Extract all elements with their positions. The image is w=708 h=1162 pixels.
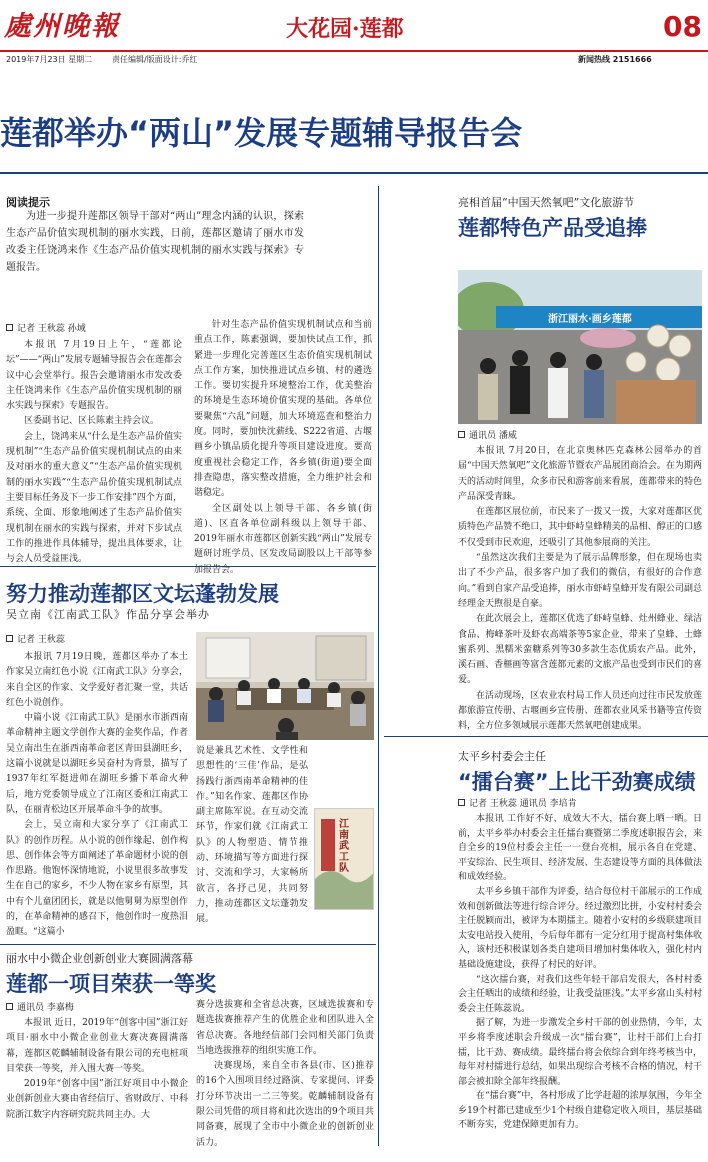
chuangye-article-col1: [6, 1016, 188, 1123]
paragraph: 中篇小说《江南武工队》是丽水市浙西南革命精神主题文学创作大赛的金奖作品，作者吴立南出生在浙西南革命老区青田县湖旺乡，这篇小说就是以湖旺乡吴奋村为背景，描写了1937年红军挺进师在湖旺乡播下革命火种后，地方党委领导成立了江南区委和江南武工队，在丽青松边区开展革命斗争的故事。: [6, 713, 188, 815]
issue-date: 2019年7月23日 星期二: [6, 55, 93, 64]
meeting-photo: [196, 632, 374, 740]
leitai-article: [458, 812, 702, 1133]
chuangye-kicker: 丽水中小微企业创新创业大赛圆满落幕: [6, 952, 193, 965]
paragraph: 说是兼具艺术性、文学性和思想性的‘三佳’作品，是弘扬践行浙西南革命精神的佳作。”知名作家、莲都区作协副主席陈军说。在互动交流环节，作家们就《江南武工队》的人物塑造、情节推动、环境描写等方面进行探讨、交流和学习，大家畅所欲言，各抒己见，共同努力，推动莲都区文坛蓬勃发展。: [196, 746, 308, 925]
wenyi-subtitle: 吴立南《江南武工队》作品分享会举办: [6, 608, 210, 621]
tese-article: [458, 444, 702, 735]
paragraph: 本报讯 7月19日晚，莲都区举办了本土作家吴立南红色小说《江南武工队》分享会，来自全区的作家、文学爱好者汇聚一堂，共话红色小说创作。: [6, 652, 188, 708]
paragraph: 本报讯 工作好不好、成效大不大，擂台赛上晒一晒。日前，太平乡举办村委会主任擂台赛暨第二季度述职报告会，来自全乡的19位村委会主任一一登台亮相，展示各自在党建、平安综治、民生项目、经济发展、生态建设等方面的具体做法和成效经验。: [458, 814, 702, 883]
paragraph: 2019年“创客中国”浙江好项目中小微企业创新创业大赛由省经信厅、省财政厅、中科院浙江数字内容研究院共同主办。大: [6, 1079, 188, 1120]
expo-photo: [458, 270, 702, 424]
section-title: 大花园·莲都: [286, 16, 404, 42]
tese-byline: 通讯员 潘威: [458, 428, 517, 441]
chuangye-article-col2: [196, 998, 374, 1151]
paragraph: 会上，吴立南和大家分享了《江南武工队》的创作历程。从小说的创作缘起、创作构思、创作体会等方面阐述了革命题材小说的创作思路。他饱怀深情地说，小说里很多故事发生在自己的家乡，不少人物在家乡有原型，其中有个儿童团团长，就是以他舅舅为原型创作的，在革命精神的感召下，他创作时一度热泪盈眶。“这篇小: [6, 820, 188, 938]
leitai-kicker: 太平乡村委会主任: [458, 750, 546, 763]
byline-marker-icon: [6, 1003, 13, 1010]
paragraph: 本报讯 7月20日，在北京奥林匹克森林公园举办的首届“中国天然氧吧”文化旅游节暨农产品展团商洽会。在为期两天的活动时间里，众多市民和游客前来看展，莲都带来的特色产品深受青睐。: [458, 446, 702, 502]
book-cover-title: 江南武工队: [339, 819, 349, 874]
meeting-photo-illustration: [196, 632, 374, 740]
paragraph: 全区副处以上领导干部、各乡镇(街道)、区直各单位副科级以上领导干部、2019年丽水市莲都区创新实践“两山”发展专题研讨班学员、区发改局副股以上干部等参加报告会。: [194, 503, 372, 575]
main-byline: 记者 王秋蕊 孙域: [6, 321, 86, 334]
paragraph: 在此次展会上，莲都区优选了虾峙皇蜂、灶州蜂业、绿洁食品、梅峰茶叶及虾农高端茶等5家企业，带来了皇蜂、土蜂蜜系列、黑糯米蛮糖系列等30多款生态优质农产品。此外，溪石画、香榧画等富含莲都元素的文旅产品也受到市民们的喜爱。: [458, 614, 702, 686]
leitai-headline: “擂台赛”上比干劲赛成绩: [458, 770, 696, 794]
paragraph: 太平乡乡镇干部作为评委，结合每位村干部展示的工作成效和创新做法等进行综合评分。经过激烈比拼，小安村村委会主任脱颖而出，被评为本期擂主。随着小安村的乡级联建项目太安电站投入使用，今后每年都有一定分红用于提高村集体收入，该村还积极谋划各类自建项目增加村集体收入，强化村内基础设施建设，获得了村民的好评。: [458, 886, 702, 970]
guide-label: 阅读提示: [6, 196, 50, 209]
byline-marker-icon: [6, 324, 13, 331]
paragraph: 本报讯 近日，2019年“创客中国”浙江好项目·丽水中小微企业创业大赛决赛圆满落幕，莲都区乾麟辅制设备有限公司的充电桩项目荣获一等奖，并入围大赛一等奖。: [6, 1018, 188, 1074]
page-number: 08: [663, 10, 702, 43]
main-article-col2: [194, 318, 372, 578]
wenyi-headline: 努力推动莲都区文坛蓬勃发展: [6, 582, 279, 606]
paragraph: 在“擂台赛”中，各村形成了比学赶超的浓厚氛围，今年全乡19个村都已建成至少1个村级自建稳定收入项目，基层基础不断夯实，党建保障更加有力。: [458, 1091, 702, 1131]
main-headline: 莲都举办“两山”发展专题辅导报告会: [0, 114, 523, 152]
paragraph: 在活动现场，区农业农村局工作人员还向过往市民发放莲都旅游宣传册、古堰画乡宣传册、莲都农业风采书籍等宣传资料，全方位多领域展示莲都天然氧吧创建成果。: [458, 690, 702, 732]
wenyi-byline: 记者 王秋蕊: [6, 632, 65, 645]
paragraph: 会上，饶鸿来从“什么是生态产品价值实现机制”“生态产品价值实现机制试点的由来及对丽水的重大意义”“生态产品价值实现机制的丽水实践”“生态产品价值实现机制试点主要目标任务及下一步工作安排”四个方面，系统、全面、形象地阐述了生态产品价值实现机制在丽水的实践与探索，并对下步试点工作的推进作具体辅导，提出具体要求，让与会人员受益匪浅。: [6, 431, 182, 565]
paragraph: “虽然这次我们主要是为了展示品牌形象，但在现场也卖出了不少产品，很多客户加了我们的微信，有很好的合作意向。”看到自家产品受追捧，丽水市虾峙皇蜂开发有限公司副总经理金天煦很是自豪。: [458, 553, 702, 609]
wenyi-article-col1: [6, 650, 188, 941]
paragraph: 决赛现场，来自全市各县(市、区)推荐的16个入围项目经过路演、专家提问、评委打分环节决出一二三等奖。乾麟辅制设备有限公司凭借的项目将和此次选出的9个项目共同备赛，展现了全市中小微企业的创新创业活力。: [196, 1061, 374, 1148]
paragraph: 本报讯 7月19日上午，“莲都论坛”——“两山”发展专题辅导报告会在莲都会议中心会堂举行。报告会邀请丽水市发改委主任饶鸿来作《生态产品价值实现机制的丽水实践与探索》专题报告。: [6, 340, 182, 412]
book-cover-image: [314, 808, 374, 910]
byline-marker-icon: [458, 799, 465, 806]
leitai-byline: 记者 王秋蕊 通讯员 李培肯: [458, 796, 577, 809]
paragraph: “这次擂台赛，对我们这些年轻干部启发很大，各村村委会主任晒出的成绩和经验，让我受益匪浅。”太平乡富山头村村委会主任陈蕊说。: [458, 974, 702, 1014]
wenyi-article-col2: [196, 744, 308, 928]
paragraph: 据了解，为进一步激发全乡村干部的创业热情，今年，太平乡将季度述职会升级成一次“擂台赛”，让村干部们上台打擂，比干劲、赛成绩。最终擂台将会依综合到年终考核当中，每年对村擂进行总结，如果出现综合考核不合格的情况，村干部会被扣除全部年终报酬。: [458, 1018, 702, 1087]
chuangye-headline: 莲都一项目荣获一等奖: [6, 972, 216, 996]
news-hotline: 新闻热线 2151666: [578, 55, 652, 64]
paragraph: 赛分选拔赛和全省总决赛，区域选拔赛和专题选拔赛推荐产生的优胜企业和团队进入全省总决赛。各地经信部门会同相关部门负责当地选拔推荐的组织实施工作。: [196, 1000, 374, 1056]
guide-text: 为进一步提升莲都区领导干部对“两山”理念内涵的认识，探索生态产品价值实现机制的丽水实践，日前，莲都区邀请了丽水市发改委主任饶鸿来作《生态产品价值实现机制的丽水实践与探索》专题报告。: [6, 211, 304, 273]
byline-marker-icon: [458, 431, 465, 438]
tese-kicker: 亮相首届“中国天然氧吧”文化旅游节: [458, 196, 635, 209]
tese-headline: 莲都特色产品受追捧: [458, 216, 647, 240]
paragraph: 区委副书记、区长陈素主持会议。: [24, 416, 160, 427]
expo-banner-text: 浙江丽水·画乡莲都: [548, 314, 632, 325]
byline-marker-icon: [6, 635, 13, 642]
paragraph: 在莲都区展位前，市民来了一拨又一拨，大家对莲都区优质特色产品赞不绝口，其中虾峙皇蜂精美的品相、醇正的口感不仅受到市民欢迎，还吸引了其他参展商的关注。: [458, 507, 702, 548]
paragraph: 针对生态产品价值实现机制试点和当前重点工作，陈素强调，要加快试点工作，抓紧进一步理化完善莲区生态价值实现机制试点工作方案，加快推进试点乡镇、村的遴选工作。要切实提升环境整治工作，优美整治的环境是生态环境价值实现的基础。各单位要聚焦“六乱”问题，加大环境巡查和整治力度。同时，要加快沈薪线、S222省道、古堰画乡小镇品质化提升等项目建设进度。要高度重视社会稳定工作，各乡镇(街道)要全面排查隐患，落实整改措施，全力维护社会和谐稳定。: [194, 320, 372, 499]
main-article-col1: [6, 338, 182, 567]
editor-credit: 责任编辑/版面设计:乔红: [112, 55, 198, 64]
masthead: [0, 0, 708, 70]
newspaper-logo: 處州晚報: [4, 11, 120, 42]
chuangye-byline: 通讯员 李嘉梅: [6, 1000, 74, 1013]
expo-photo-illustration: [458, 270, 702, 424]
